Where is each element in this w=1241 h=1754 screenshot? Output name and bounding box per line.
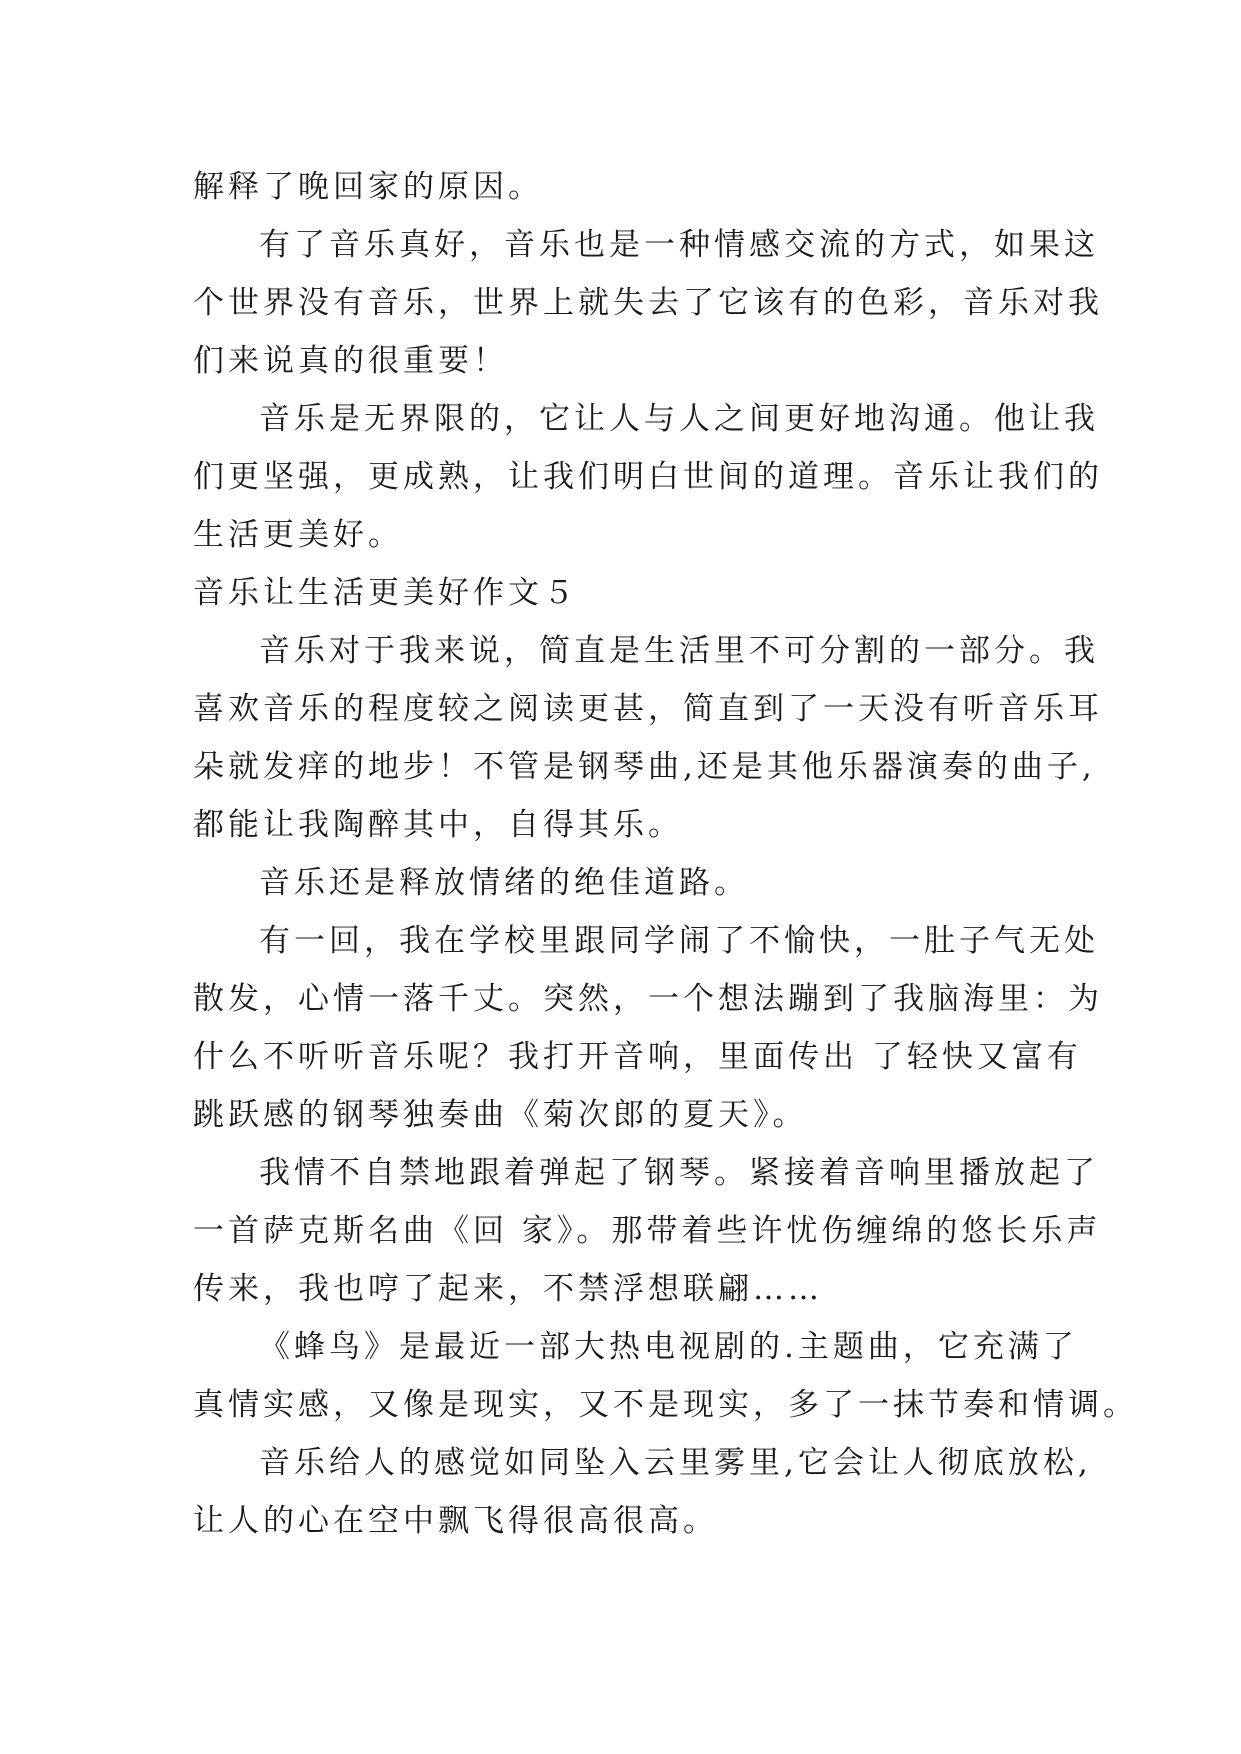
- text-line: 什么不听听音乐呢？我打开音响，里面传出 了轻快又富有: [193, 1039, 1082, 1075]
- text-line: 跳跃感的钢琴独奏曲《菊次郎的夏天》。: [193, 1097, 808, 1133]
- text-line: 有了音乐真好，音乐也是一种情感交流的方式，如果这: [259, 227, 1099, 263]
- text-line: 解释了晚回家的原因。: [193, 169, 543, 205]
- text-line: 音乐是无界限的，它让人与人之间更好地沟通。他让我: [259, 401, 1099, 437]
- text-line: 一首萨克斯名曲《回 家》。那带着些许忧伤缠绵的悠长乐声: [193, 1213, 1102, 1249]
- text-line: 音乐对于我来说，简直是生活里不可分割的一部分。我: [259, 633, 1099, 669]
- paragraph-5: [193, 854, 1053, 912]
- document-page: [193, 158, 1138, 1550]
- text-line: 我情不自禁地跟着弹起了钢琴。紧接着音响里播放起了: [259, 1155, 1099, 1191]
- text-line: 《蜂鸟》是最近一部大热电视剧的.主题曲，它充满了: [259, 1329, 1078, 1365]
- paragraph-2: [193, 216, 1103, 390]
- text-line: 音乐还是释放情绪的绝佳道路。: [259, 865, 749, 901]
- paragraph-1: [193, 158, 1053, 216]
- text-line: 们来说真的很重要！: [193, 343, 508, 379]
- text-line: 让人的心在空中飘飞得很高很高。: [193, 1503, 718, 1539]
- text-line: 散发，心情一落千丈。突然，一个想法蹦到了我脑海里：为: [193, 981, 1103, 1017]
- text-line: 真情实感，又像是现实，又不是现实，多了一抹节奏和情调。: [193, 1387, 1138, 1423]
- text-line: 喜欢音乐的程度较之阅读更甚，简直到了一天没有听音乐耳: [193, 691, 1103, 727]
- paragraph-8: [193, 1318, 1138, 1434]
- text-line: 都能让我陶醉其中，自得其乐。: [193, 807, 683, 843]
- paragraph-4: [193, 622, 1103, 854]
- paragraph-7: [193, 1144, 1102, 1318]
- paragraph-6: [193, 912, 1103, 1144]
- text-line: 有一回，我在学校里跟同学闹了不愉快，一肚子气无处: [259, 923, 1099, 959]
- paragraph-9: [193, 1434, 1092, 1550]
- paragraph-3: [193, 390, 1103, 564]
- text-line: 们更坚强，更成熟，让我们明白世间的道理。音乐让我们的: [193, 459, 1103, 495]
- text-line: 生活更美好。: [193, 517, 403, 553]
- text-line: 传来，我也哼了起来，不禁浮想联翩……: [193, 1271, 823, 1307]
- section-heading: 音乐让生活更美好作文５: [193, 575, 578, 611]
- text-line: 朵就发痒的地步！不管是钢琴曲,还是其他乐器演奏的曲子,: [193, 749, 1096, 785]
- text-line: 个世界没有音乐，世界上就失去了它该有的色彩，音乐对我: [193, 285, 1103, 321]
- text-line: 音乐给人的感觉如同坠入云里雾里,它会让人彻底放松,: [259, 1445, 1092, 1481]
